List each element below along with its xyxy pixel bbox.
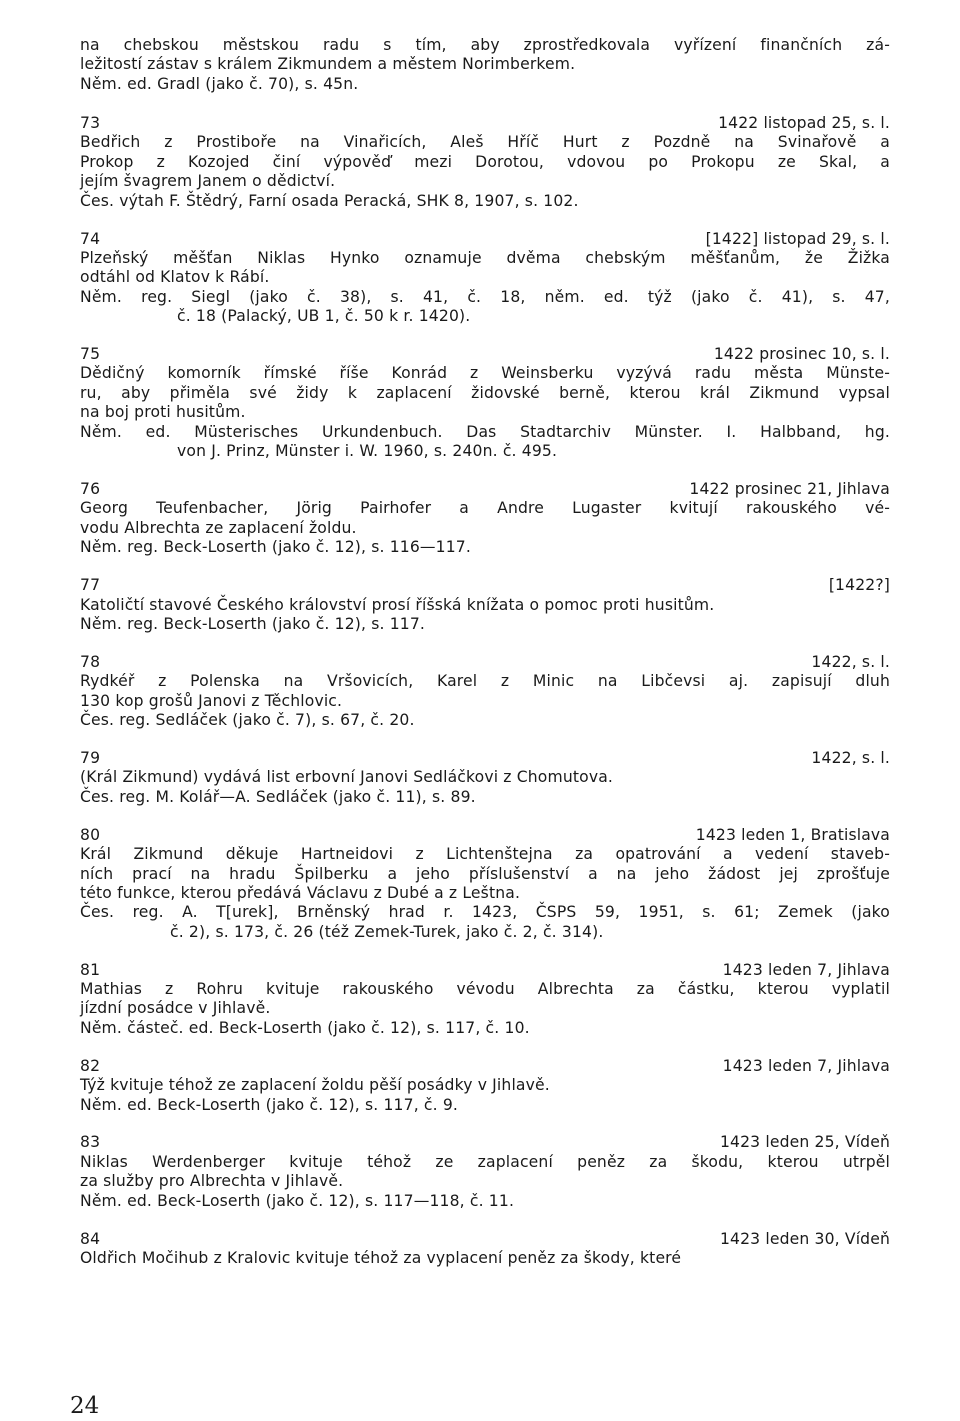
entry-header xyxy=(80,826,890,845)
entry-reference: Něm. reg. Beck-Loserth (jako č. 12), s. 117. xyxy=(80,614,426,633)
regest-entry xyxy=(80,653,890,731)
intro-line: ležitostí zástav s králem Zikmundem a městem Norimberkem. xyxy=(80,55,576,74)
regest-entry xyxy=(80,961,890,1039)
intro-continuation xyxy=(80,36,890,94)
regest-entry xyxy=(80,749,890,807)
entry-header xyxy=(80,653,890,672)
entry-date-place: 1422, s. l. xyxy=(811,748,890,767)
entry-reference: Čes. výtah F. Štědrý, Farní osada Peracká, SHK 8, 1907, s. 102. xyxy=(80,191,579,210)
entry-text-line: Prokop z Kozojed činí výpověď mezi Dorotou, vdovou po Prokopu ze Skal, a xyxy=(80,152,890,171)
entry-header xyxy=(80,345,890,364)
entry-text-line: této funkce, kterou předává Václavu z Dubé a z Leštna. xyxy=(80,883,521,902)
entry-date-place: 1423 leden 7, Jihlava xyxy=(722,960,890,979)
entry-header xyxy=(80,1133,890,1152)
entry-header xyxy=(80,114,890,133)
entry-reference-continuation: č. 18 (Palacký, UB 1, č. 50 k r. 1420). xyxy=(177,307,471,326)
entry-text-line: Král Zikmund děkuje Hartneidovi z Lichtenštejna za opatrování a vedení staveb- xyxy=(80,845,890,864)
regest-entry xyxy=(80,1057,890,1115)
entry-number: 74 xyxy=(80,229,101,248)
entry-number: 75 xyxy=(80,345,101,364)
entry-number: 78 xyxy=(80,652,101,671)
entry-header xyxy=(80,961,890,980)
entry-number: 84 xyxy=(80,1229,101,1248)
entry-text-line: 130 kop grošů Janovi z Těchlovic. xyxy=(80,691,343,710)
intro-reference: Něm. ed. Gradl (jako č. 70), s. 45n. xyxy=(80,74,359,93)
entry-number: 80 xyxy=(80,825,101,844)
entry-date-place: [1422?] xyxy=(828,576,890,595)
entry-date-place: 1423 leden 1, Bratislava xyxy=(695,825,890,844)
entry-text-line: za služby pro Albrechta v Jihlavě. xyxy=(80,1172,344,1191)
entry-reference: Čes. reg. Sedláček (jako č. 7), s. 67, č. 20. xyxy=(80,711,415,730)
entry-reference: Něm. reg. Beck-Loserth (jako č. 12), s. 116—117. xyxy=(80,538,471,557)
entry-reference: Něm. reg. Siegl (jako č. 38), s. 41, č. 18, něm. ed. týž (jako č. 41), s. 47, xyxy=(80,287,890,306)
entry-reference: Něm. částeč. ed. Beck-Loserth (jako č. 12), s. 117, č. 10. xyxy=(80,1018,530,1037)
entry-date-place: 1423 leden 7, Jihlava xyxy=(722,1056,890,1075)
entry-text-line: Rydkéř z Polenska na Vršovicích, Karel z Minic na Libčevsi aj. zapisují dluh xyxy=(80,672,890,691)
entry-number: 81 xyxy=(80,960,101,979)
regest-entry xyxy=(80,345,890,461)
entry-reference: Čes. reg. A. T[urek], Brněnský hrad r. 1423, ČSPS 59, 1951, s. 61; Zemek (jako xyxy=(80,903,890,922)
regest-entry xyxy=(80,1230,890,1269)
entry-text-line: Týž kvituje téhož ze zaplacení žoldu pěší posádky v Jihlavě. xyxy=(80,1076,550,1095)
entry-text-line: jejím švagrem Janem o dědictví. xyxy=(80,172,336,191)
entry-text-line: (Král Zikmund) vydává list erbovní Janovi Sedláčkovi z Chomutova. xyxy=(80,768,614,787)
regest-entry xyxy=(80,230,890,327)
intro-line: na chebskou městskou radu s tím, aby zprostředkovala vyřízení finančních zá- xyxy=(80,36,890,54)
entry-text-line: vodu Albrechta ze zaplacení žoldu. xyxy=(80,518,357,537)
regest-entry xyxy=(80,114,890,211)
entry-reference: Něm. ed. Beck-Loserth (jako č. 12), s. 117—118, č. 11. xyxy=(80,1191,515,1210)
regest-entry xyxy=(80,576,890,634)
regest-entry xyxy=(80,826,890,942)
entry-number: 77 xyxy=(80,576,101,595)
entry-reference: Něm. ed. Müsterisches Urkundenbuch. Das Stadtarchiv Münster. I. Halbband, hg. xyxy=(80,422,890,441)
entry-text-line: Mathias z Rohru kvituje rakouského vévodu Albrechta za částku, kterou vyplatil xyxy=(80,980,890,999)
entry-header xyxy=(80,230,890,249)
regesta-list xyxy=(80,114,890,1287)
entry-text-line: Bedřich z Prostiboře na Vinařicích, Aleš Hříč Hurt z Pozdně na Svinařově a xyxy=(80,133,890,152)
entry-header xyxy=(80,1230,890,1249)
entry-date-place: 1422 prosinec 21, Jihlava xyxy=(689,480,890,498)
entry-number: 79 xyxy=(80,748,101,767)
regest-entry xyxy=(80,480,890,558)
entry-header xyxy=(80,576,890,595)
entry-text-line: Plzeňský měšťan Niklas Hynko oznamuje dvěma chebským měšťanům, že Žižka xyxy=(80,248,890,267)
entry-header xyxy=(80,749,890,768)
entry-reference-continuation: von J. Prinz, Münster i. W. 1960, s. 240n. č. 495. xyxy=(177,442,558,461)
entry-text-line: ních prací na hradu Špilberku a jeho příslušenství a na jeho žádost jej zprošťuje xyxy=(80,864,890,883)
entry-header xyxy=(80,1057,890,1076)
entry-text-line: ru, aby přiměla své židy k zaplacení židovské berně, kterou král Zikmund vypsal xyxy=(80,383,890,402)
entry-date-place: [1422] listopad 29, s. l. xyxy=(705,229,890,248)
entry-reference-continuation: č. 2), s. 173, č. 26 (též Zemek-Turek, jako č. 2, č. 314). xyxy=(170,922,604,941)
entry-number: 76 xyxy=(80,480,101,498)
entry-reference: Čes. reg. M. Kolář—A. Sedláček (jako č. 11), s. 89. xyxy=(80,787,476,806)
entry-date-place: 1422 listopad 25, s. l. xyxy=(718,114,890,132)
entry-text-line: Katoličtí stavové Českého království prosí říšská knížata o pomoc proti husitům. xyxy=(80,595,715,614)
regest-entry xyxy=(80,1133,890,1211)
entry-text-line: Oldřich Močihub z Kralovic kvituje téhož za vyplacení peněz za škody, které xyxy=(80,1249,682,1267)
entry-text-line: Dědičný komorník římské říše Konrád z Weinsberku vyzývá radu města Münste- xyxy=(80,364,890,383)
entry-text-line: na boj proti husitům. xyxy=(80,403,246,422)
entry-text-line: odtáhl od Klatov k Rábí. xyxy=(80,268,270,287)
entry-text-line: Niklas Werdenberger kvituje téhož ze zaplacení peněz za škodu, kterou utrpěl xyxy=(80,1152,890,1171)
entry-text-line: Georg Teufenbacher, Jörig Pairhofer a Andre Lugaster kvitují rakouského vé- xyxy=(80,499,890,518)
page-number: 24 xyxy=(70,1393,100,1419)
entry-date-place: 1422 prosinec 10, s. l. xyxy=(713,345,890,364)
entry-number: 73 xyxy=(80,114,101,132)
entry-text-line: jízdní posádce v Jihlavě. xyxy=(80,999,271,1018)
entry-reference: Něm. ed. Beck-Loserth (jako č. 12), s. 117, č. 9. xyxy=(80,1095,459,1114)
entry-number: 83 xyxy=(80,1133,101,1152)
entry-date-place: 1422, s. l. xyxy=(811,652,890,671)
entry-header xyxy=(80,480,890,499)
entry-number: 82 xyxy=(80,1056,101,1075)
entry-date-place: 1423 leden 30, Vídeň xyxy=(719,1229,890,1248)
entry-date-place: 1423 leden 25, Vídeň xyxy=(719,1133,890,1152)
